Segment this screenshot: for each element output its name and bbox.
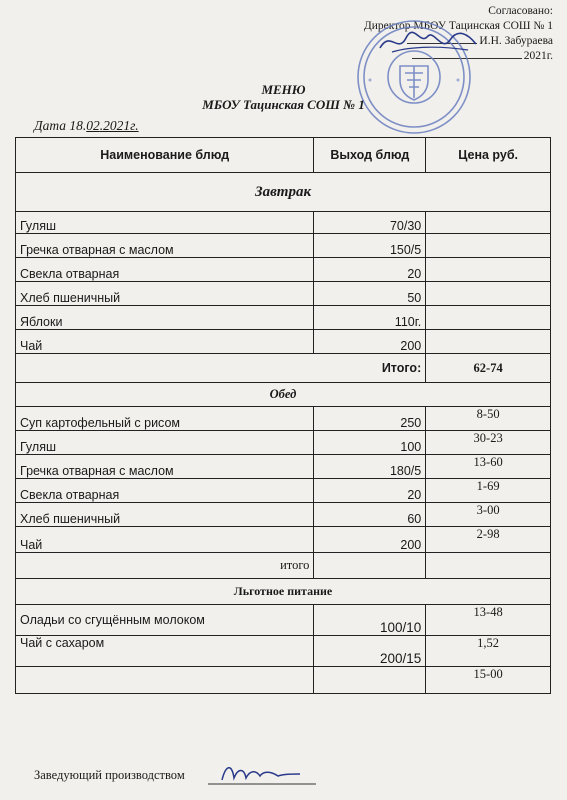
menu-table xyxy=(15,137,551,694)
breakfast-total-value: 62-74 xyxy=(426,354,551,383)
table-row: Хлеб пшеничный 60 3-00 xyxy=(16,503,551,527)
benefit-total-value: 15-00 xyxy=(426,667,551,694)
approval-name: И.Н. Забураева xyxy=(479,35,553,47)
table-row: Чай с сахаром 200/15 1,52 xyxy=(16,636,551,667)
header-price: Цена руб. xyxy=(426,138,551,173)
manager-signature xyxy=(208,760,318,790)
section-lunch: Обед xyxy=(16,383,551,407)
section-breakfast: Завтрак xyxy=(16,173,551,212)
header-dish-name: Наименование блюд xyxy=(16,138,314,173)
table-row: Суп картофельный с рисом 250 8-50 xyxy=(16,407,551,431)
breakfast-total-label: Итого: xyxy=(16,354,426,383)
lunch-total-label: итого xyxy=(16,553,314,579)
approval-position: Директор МБОУ Тацинская СОШ № 1 xyxy=(363,20,553,32)
approval-label: Согласовано: xyxy=(488,5,553,17)
school-name: МБОУ Тацинская СОШ № 1 xyxy=(202,97,365,112)
menu-heading: МЕНЮ xyxy=(261,82,306,97)
table-row: Гуляш 70/30 xyxy=(16,212,551,234)
section-benefit: Льготное питание xyxy=(16,579,551,605)
table-row: Чай 200 xyxy=(16,330,551,354)
approval-year: 2021г. xyxy=(523,50,553,62)
header-portion: Выход блюд xyxy=(314,138,426,173)
production-manager-label: Заведующий производством xyxy=(34,768,185,782)
benefit-total-row xyxy=(16,667,551,694)
table-row: Гречка отварная с маслом 180/5 13-60 xyxy=(16,455,551,479)
breakfast-total-row xyxy=(16,354,551,383)
menu-date: Дата 18.02.2021г. xyxy=(34,118,139,133)
table-row: Свекла отварная 20 xyxy=(16,258,551,282)
table-row: Гречка отварная с маслом 150/5 xyxy=(16,234,551,258)
table-row: Оладьи со сгущённым молоком 100/10 13-48 xyxy=(16,605,551,636)
lunch-total-row xyxy=(16,553,551,579)
table-row: Гуляш 100 30-23 xyxy=(16,431,551,455)
table-row: Свекла отварная 20 1-69 xyxy=(16,479,551,503)
table-row: Хлеб пшеничный 50 xyxy=(16,282,551,306)
table-header-row xyxy=(16,138,551,173)
table-row: Яблоки 110г. xyxy=(16,306,551,330)
table-row: Чай 200 2-98 xyxy=(16,527,551,553)
menu-title xyxy=(0,82,567,112)
director-signature xyxy=(372,24,482,64)
